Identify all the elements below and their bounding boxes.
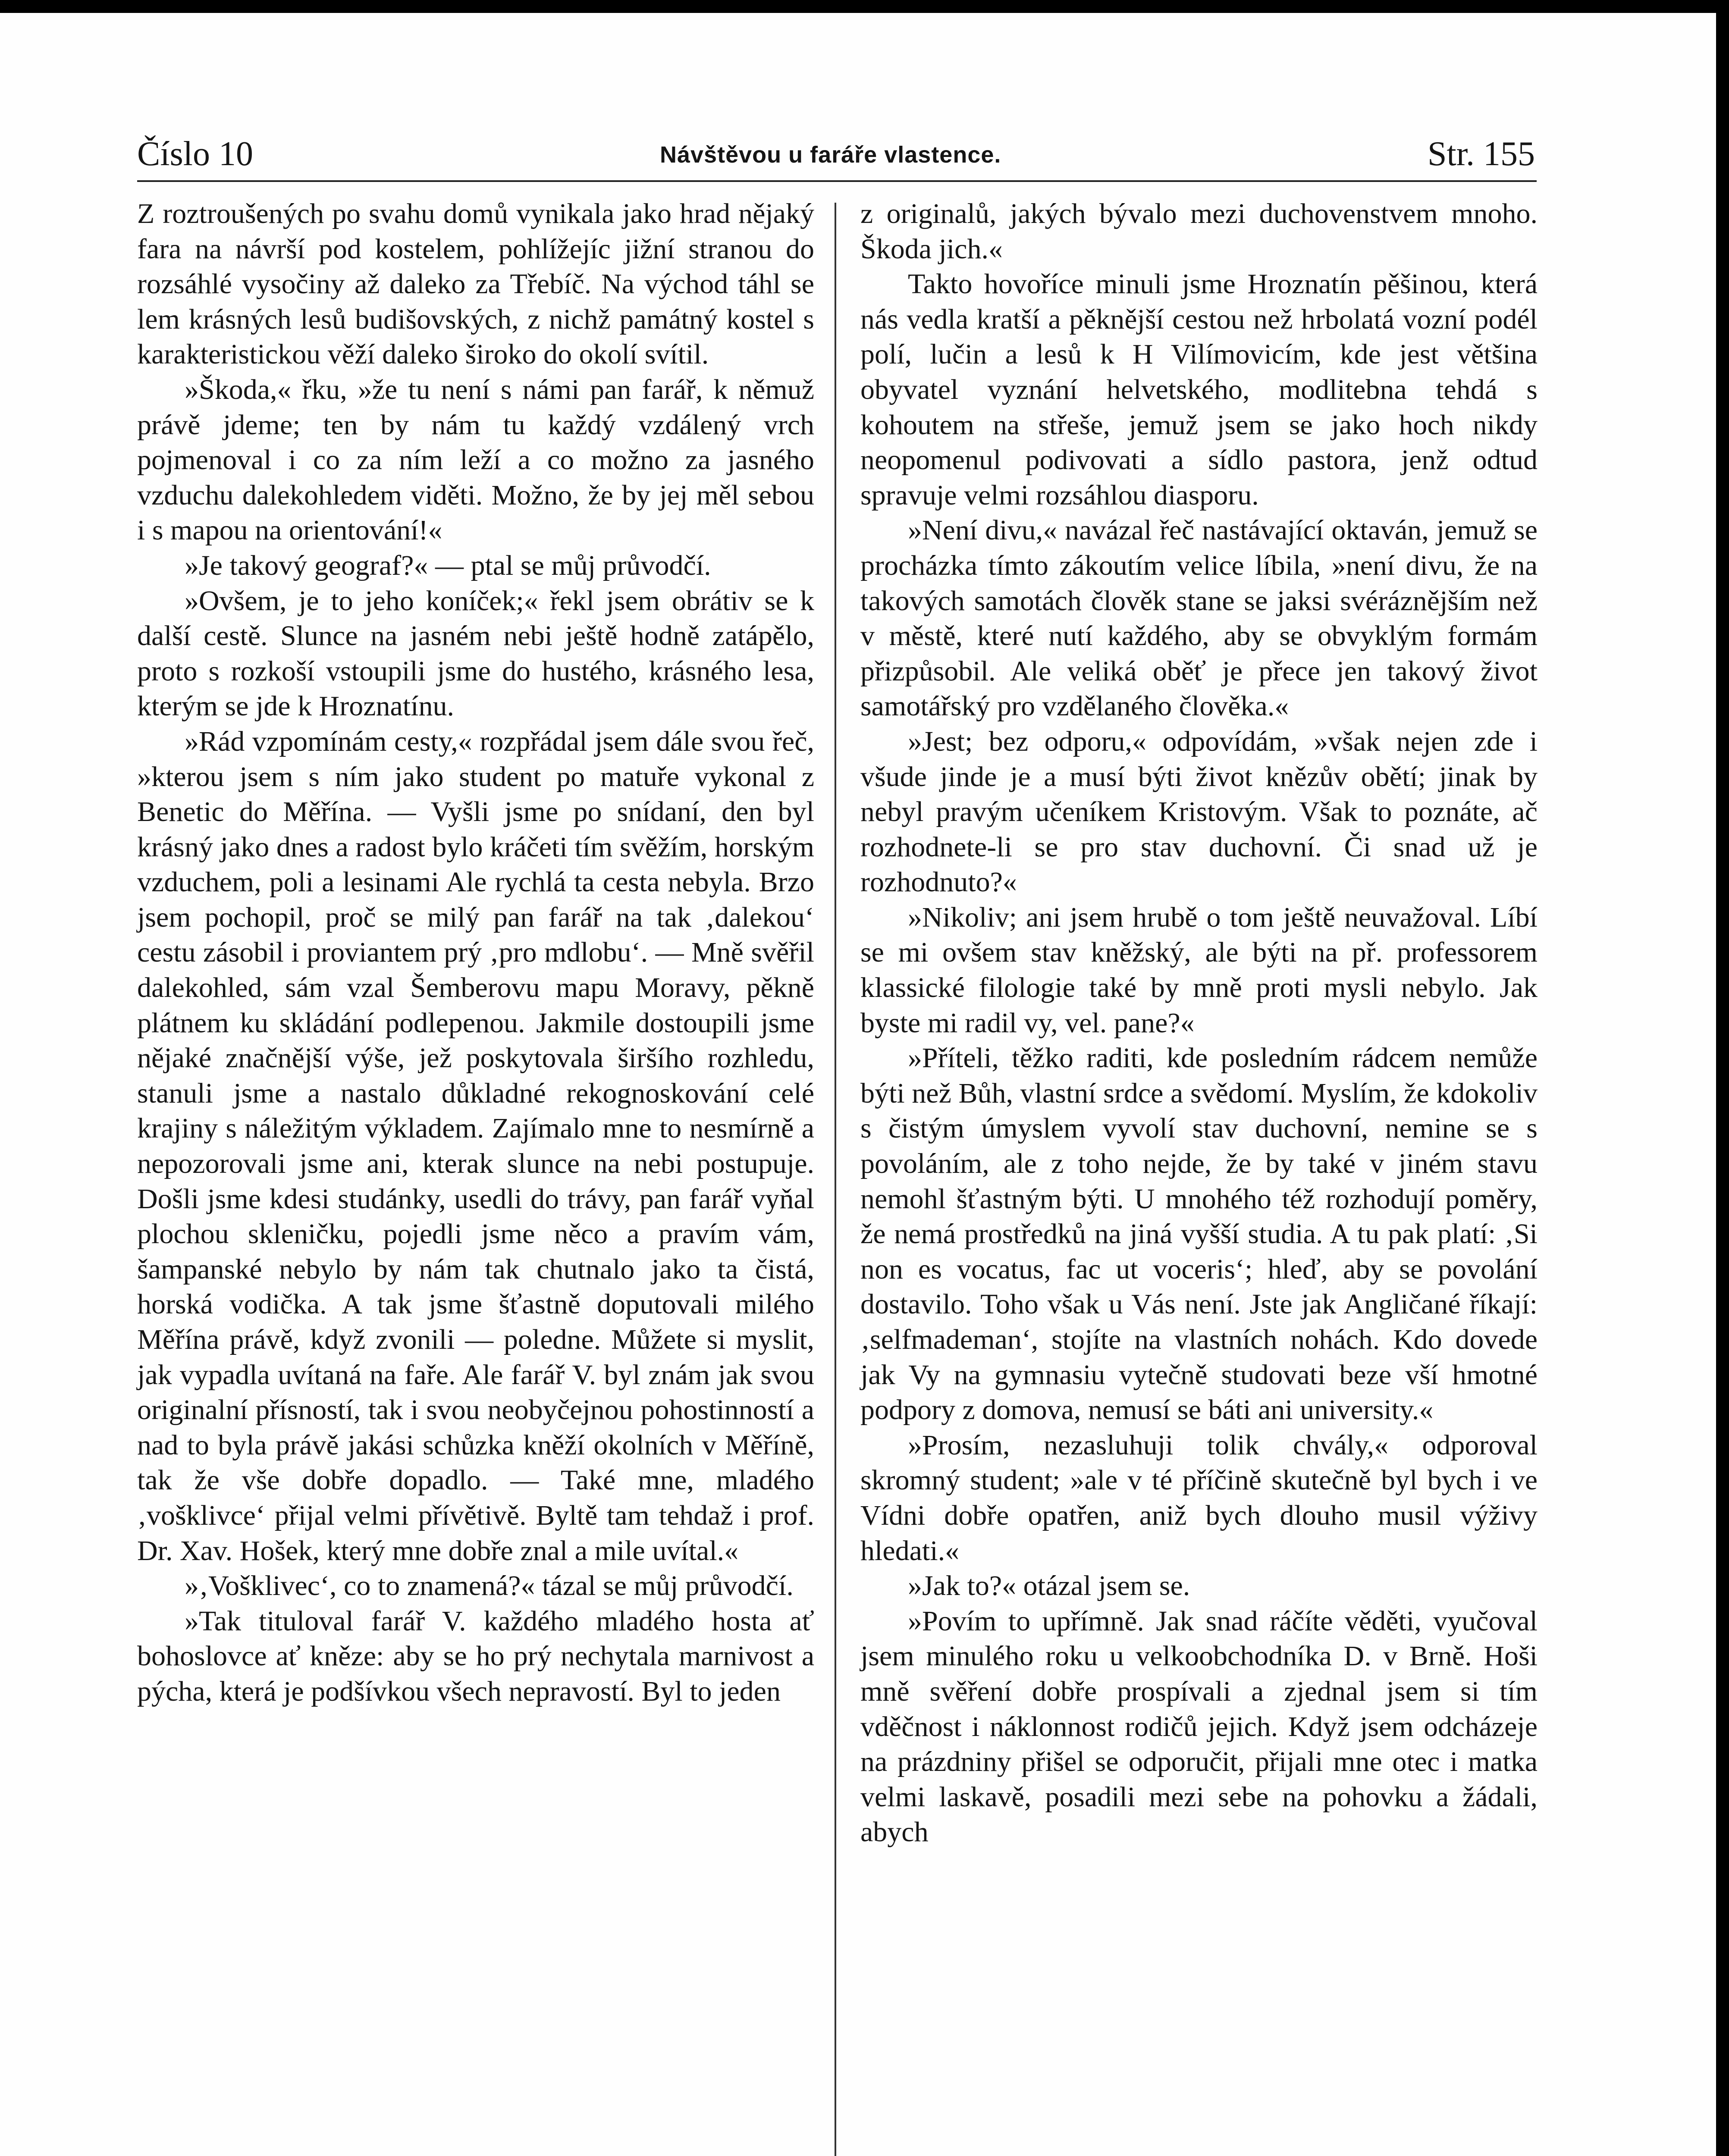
scan-border-top: [0, 0, 1729, 13]
paragraph: »Jak to?« otázal jsem se.: [908, 1570, 1190, 1602]
left-column: [137, 196, 814, 2156]
paragraph: »Ovšem, je to jeho koníček;« řekl jsem obrátiv se k další cestě. Slunce na jasném nebi ještě hodně zatápělo, proto s rozkoší vstoupili jsme do hustého, krásného lesa, kterým se jde k Hroznatínu.: [137, 585, 814, 722]
paragraph: »‚Vošklivec‘, co to znamená?« tázal se můj průvodčí.: [185, 1570, 794, 1602]
paragraph: z originalů, jakých bývalo mezi duchovenstvem mnoho. Škoda jich.«: [860, 198, 1538, 265]
paragraph: »Tak tituloval farář V. každého mladého hosta ať bohoslovce ať kněze: aby se ho prý nechytala marnivost a pýcha, která je podšívkou všech nepravostí. Byl to jeden: [137, 1605, 814, 1707]
paragraph: »Prosím, nezasluhuji tolik chvály,« odporoval skromný student; »ale v té příčině skutečně byl bych i ve Vídni dobře opatřen, aniž bych dlouho musil výživy hledati.«: [860, 1429, 1538, 1567]
header-rule: [137, 180, 1537, 182]
paragraph: »Nikoliv; ani jsem hrubě o tom ještě neuvažoval. Líbí se mi ovšem stav kněžský, ale býti na př. professorem klassické filologie také by mně proti mysli nebylo. Jak byste mi radil vy, vel. pane?«: [860, 901, 1538, 1039]
right-column: [860, 196, 1538, 2156]
page-number: Str. 155: [1428, 135, 1535, 173]
paragraph: »Není divu,« navázal řeč nastávající oktaván, jemuž se procházka tímto zákoutím velice líbila, »není divu, že na takových samotách člověk stane se jaksi svéráznějším než v městě, které nutí každého, aby se obvyklým formám přizpůsobil. Ale veliká oběť je přece jen takový život samotářský pro vzdělaného člověka.«: [860, 514, 1538, 722]
column-divider: [835, 203, 836, 2156]
paragraph: »Jest; bez odporu,« odpovídám, »však nejen zde i všude jinde je a musí býti život knězův obětí; jinak by nebyl pravým učeníkem Kristovým. Však to poznáte, ač rozhodnete-li se pro stav duchovní. Či snad už je rozhodnuto?«: [860, 725, 1538, 898]
issue-number: Číslo 10: [137, 135, 253, 173]
paragraph: »Rád vzpomínám cesty,« rozpřádal jsem dále svou řeč, »kterou jsem s ním jako student po matuře vykonal z Benetic do Měřína. — Vyšli jsme po snídaní, den byl krásný jako dnes a radost bylo kráčeti tím svěžím, horským vzduchem, poli a lesinami Ale rychlá ta cesta nebyla. Brzo jsem pochopil, proč se milý pan farář na tak ‚dalekou‘ cestu zásobil i proviantem prý ‚pro mdlobu‘. — Mně svěřil dalekohled, sám vzal Šemberovu mapu Moravy, pěkně plátnem ku skládání podlepenou. Jakmile dostoupili jsme nějaké značnější výše, jež poskytovala širšího rozhledu, stanuli jsme a nastalo důkladné rekognoskování celé krajiny s náležitým výkladem. Zajímalo mne to nesmírně a nepozorovali jsme ani, kterak slunce na nebi postupuje. Došli jsme kdesi studánky, usedli do trávy, pan farář vyňal plochou skleničku, pojedli jsme něco a pravím vám, šampanské nebylo by nám tak chutnalo jako ta čistá, horská vodička. A tak jsme šťastně doputovali milého Měřína právě, když zvonili — poledne. Můžete si myslit, jak vypadla uvítaná na faře. Ale farář V. byl znám jak svou originalní přísností, tak i svou neobyčejnou pohostinností a nad to byla právě jakási schůzka kněží okolních v Měříně, tak že vše dobře dopadlo. — Také mne, mladého ‚vošklivce‘ přijal velmi přívětivě. Byltě tam tehdaž i prof. Dr. Xav. Hošek, který mne dobře znal a mile uvítal.«: [137, 725, 814, 1567]
paragraph: Takto hovoříce minuli jsme Hroznatín pěšinou, která nás vedla kratší a pěknější cestou než hrbolatá vozní podél polí, lučin a lesů k H Vilímovicím, kde jest většina obyvatel vyznání helvetského, modlitebna tehdá s kohoutem na střeše, jemuž jsem se jako hoch nikdy neopomenul podivovati a sídlo pastora, jenž odtud spravuje velmi rozsáhlou diasporu.: [860, 268, 1538, 511]
paragraph: Z roztroušených po svahu domů vynikala jako hrad nějaký fara na návrší pod kostelem, pohlížejíc jižní stranou do rozsáhlé vysočiny až daleko za Třebíč. Na východ táhl se lem krásných lesů budišovských, z nichž památný kostel s karakteristickou věží daleko široko do okolí svítil.: [137, 198, 814, 370]
paragraph: »Škoda,« řku, »že tu není s námi pan farář, k němuž právě jdeme; ten by nám tu každý vzdálený vrch pojmenoval i co za ním leží a co možno za jasného vzduchu dalekohledem viděti. Možno, že by jej měl sebou i s mapou na orientování!«: [137, 373, 814, 546]
paragraph: »Je takový geograf?« — ptal se můj průvodčí.: [185, 549, 711, 581]
paragraph: »Povím to upřímně. Jak snad ráčíte věděti, vyučoval jsem minulého roku u velkoobchodníka D. v Brně. Hoši mně svěření dobře prospívali a zjednal jsem si tím vděčnost i náklonnost rodičů jejich. Když jsem odcházeje na prázdniny přišel se odporučit, přijali mne otec i matka velmi laskavě, posadili mezi sebe na pohovku a žádali, abych: [860, 1605, 1538, 1848]
running-header: [0, 129, 1729, 185]
paragraph: »Příteli, těžko raditi, kde posledním rádcem nemůže býti než Bůh, vlastní srdce a svědomí. Myslím, že kdokoliv s čistým úmyslem vyvolí stav duchovní, nemine se s povoláním, ale z toho nejde, že by také v jiném stavu nemohl šťastným býti. U mnohého též rozhodují poměry, že nemá prostředků na jiná vyšší studia. A tu pak platí: ‚Si non es vocatus, fac ut voceris‘; hleď, aby se povolání dostavilo. Toho však u Vás není. Jste jak Angličané říkají: ‚selfmademan‘, stojíte na vlastních nohách. Kdo dovede jak Vy na gymnasiu vytečně studovati beze vší hmotné podpory z domova, nemusí se báti ani university.«: [860, 1042, 1538, 1426]
scan-border-right: [1716, 0, 1729, 2156]
article-title: Návštěvou u faráře vlastence.: [660, 142, 1001, 168]
